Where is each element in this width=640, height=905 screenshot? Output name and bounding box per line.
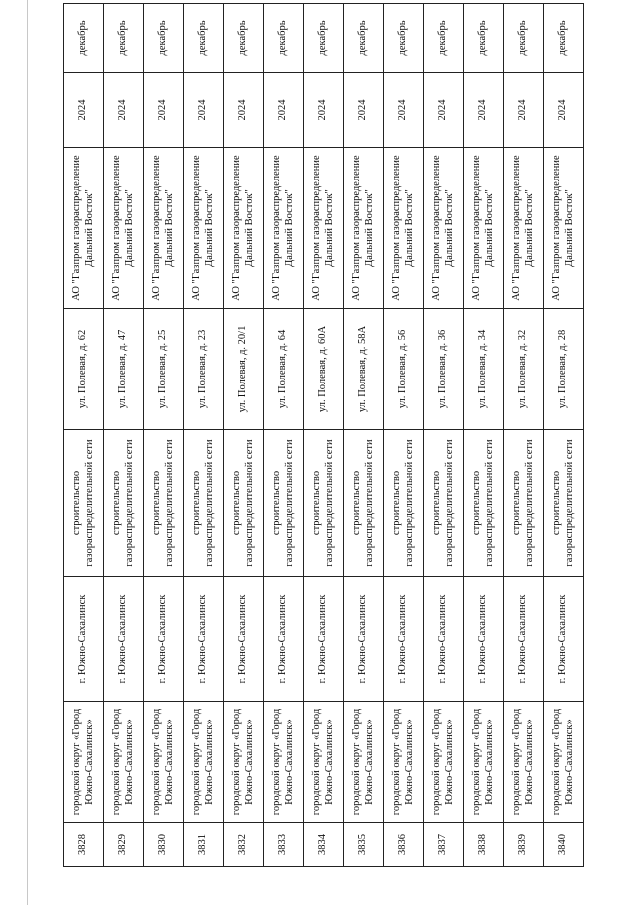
organization-cell: АО "Газпром газораспределение Дальний Восток": [144, 148, 184, 309]
year-cell: 2024: [264, 73, 304, 148]
address-cell: ул. Полевая, д. 64: [264, 309, 304, 430]
work-type-cell: строительство газораспределительной сети: [544, 430, 584, 577]
year-cell: 2024: [64, 73, 104, 148]
table-body: [64, 4, 584, 867]
work-type-cell: строительство газораспределительной сети: [304, 430, 344, 577]
city-cell: г. Южно-Сахалинск: [504, 577, 544, 702]
work-type-cell: строительство газораспределительной сети: [264, 430, 304, 577]
year-cell: 2024: [544, 73, 584, 148]
address-cell: ул. Полевая, д. 58А: [344, 309, 384, 430]
municipality-cell: городской округ «Город Южно-Сахалинск»: [224, 702, 264, 823]
address-cell: ул. Полевая, д. 20/1: [224, 309, 264, 430]
gas-network-table: [63, 3, 584, 867]
rotated-table-wrapper: [63, 20, 575, 867]
address-cell: ул. Полевая, д. 28: [544, 309, 584, 430]
year-cell: 2024: [304, 73, 344, 148]
month-cell: декабрь: [224, 4, 264, 73]
month-cell: декабрь: [504, 4, 544, 73]
year-cell: 2024: [424, 73, 464, 148]
organization-cell: АО "Газпром газораспределение Дальний Восток": [104, 148, 144, 309]
month-cell: декабрь: [424, 4, 464, 73]
work-type-cell: строительство газораспределительной сети: [424, 430, 464, 577]
municipality-cell: городской округ «Город Южно-Сахалинск»: [264, 702, 304, 823]
city-cell: г. Южно-Сахалинск: [184, 577, 224, 702]
city-cell: г. Южно-Сахалинск: [224, 577, 264, 702]
address-cell: ул. Полевая, д. 56: [384, 309, 424, 430]
table-row: [144, 4, 184, 867]
month-cell: декабрь: [304, 4, 344, 73]
work-type-cell: строительство газораспределительной сети: [184, 430, 224, 577]
month-cell: декабрь: [264, 4, 304, 73]
address-cell: ул. Полевая, д. 62: [64, 309, 104, 430]
row-number: 3840: [544, 823, 584, 867]
year-cell: 2024: [464, 73, 504, 148]
year-cell: 2024: [144, 73, 184, 148]
address-cell: ул. Полевая, д. 25: [144, 309, 184, 430]
table-row: [184, 4, 224, 867]
organization-cell: АО "Газпром газораспределение Дальний Восток": [384, 148, 424, 309]
year-cell: 2024: [184, 73, 224, 148]
city-cell: г. Южно-Сахалинск: [144, 577, 184, 702]
organization-cell: АО "Газпром газораспределение Дальний Восток": [304, 148, 344, 309]
scan-edge-line: [27, 0, 28, 905]
city-cell: г. Южно-Сахалинск: [64, 577, 104, 702]
municipality-cell: городской округ «Город Южно-Сахалинск»: [544, 702, 584, 823]
municipality-cell: городской округ «Город Южно-Сахалинск»: [104, 702, 144, 823]
month-cell: декабрь: [344, 4, 384, 73]
organization-cell: АО "Газпром газораспределение Дальний Восток": [184, 148, 224, 309]
municipality-cell: городской округ «Город Южно-Сахалинск»: [504, 702, 544, 823]
organization-cell: АО "Газпром газораспределение Дальний Восток": [224, 148, 264, 309]
month-cell: декабрь: [64, 4, 104, 73]
year-cell: 2024: [224, 73, 264, 148]
row-number: 3829: [104, 823, 144, 867]
month-cell: декабрь: [384, 4, 424, 73]
organization-cell: АО "Газпром газораспределение Дальний Восток": [424, 148, 464, 309]
table-row: [304, 4, 344, 867]
municipality-cell: городской округ «Город Южно-Сахалинск»: [304, 702, 344, 823]
month-cell: декабрь: [184, 4, 224, 73]
table-row: [504, 4, 544, 867]
organization-cell: АО "Газпром газораспределение Дальний Восток": [344, 148, 384, 309]
address-cell: ул. Полевая, д. 32: [504, 309, 544, 430]
row-number: 3837: [424, 823, 464, 867]
municipality-cell: городской округ «Город Южно-Сахалинск»: [144, 702, 184, 823]
city-cell: г. Южно-Сахалинск: [544, 577, 584, 702]
city-cell: г. Южно-Сахалинск: [464, 577, 504, 702]
row-number: 3836: [384, 823, 424, 867]
city-cell: г. Южно-Сахалинск: [304, 577, 344, 702]
row-number: 3835: [344, 823, 384, 867]
city-cell: г. Южно-Сахалинск: [344, 577, 384, 702]
organization-cell: АО "Газпром газораспределение Дальний Восток": [64, 148, 104, 309]
table-row: [264, 4, 304, 867]
work-type-cell: строительство газораспределительной сети: [504, 430, 544, 577]
work-type-cell: строительство газораспределительной сети: [224, 430, 264, 577]
year-cell: 2024: [344, 73, 384, 148]
organization-cell: АО "Газпром газораспределение Дальний Восток": [264, 148, 304, 309]
table-row: [104, 4, 144, 867]
table-row: [224, 4, 264, 867]
table-row: [464, 4, 504, 867]
municipality-cell: городской округ «Город Южно-Сахалинск»: [384, 702, 424, 823]
city-cell: г. Южно-Сахалинск: [424, 577, 464, 702]
address-cell: ул. Полевая, д. 36: [424, 309, 464, 430]
address-cell: ул. Полевая, д. 60А: [304, 309, 344, 430]
row-number: 3832: [224, 823, 264, 867]
municipality-cell: городской округ «Город Южно-Сахалинск»: [344, 702, 384, 823]
row-number: 3834: [304, 823, 344, 867]
municipality-cell: городской округ «Город Южно-Сахалинск»: [64, 702, 104, 823]
work-type-cell: строительство газораспределительной сети: [344, 430, 384, 577]
row-number: 3831: [184, 823, 224, 867]
work-type-cell: строительство газораспределительной сети: [144, 430, 184, 577]
address-cell: ул. Полевая, д. 34: [464, 309, 504, 430]
month-cell: декабрь: [144, 4, 184, 73]
city-cell: г. Южно-Сахалинск: [104, 577, 144, 702]
row-number: 3833: [264, 823, 304, 867]
city-cell: г. Южно-Сахалинск: [384, 577, 424, 702]
work-type-cell: строительство газораспределительной сети: [464, 430, 504, 577]
organization-cell: АО "Газпром газораспределение Дальний Восток": [464, 148, 504, 309]
month-cell: декабрь: [544, 4, 584, 73]
year-cell: 2024: [104, 73, 144, 148]
row-number: 3839: [504, 823, 544, 867]
year-cell: 2024: [384, 73, 424, 148]
row-number: 3828: [64, 823, 104, 867]
address-cell: ул. Полевая, д. 47: [104, 309, 144, 430]
table-row: [424, 4, 464, 867]
row-number: 3830: [144, 823, 184, 867]
work-type-cell: строительство газораспределительной сети: [384, 430, 424, 577]
work-type-cell: строительство газораспределительной сети: [104, 430, 144, 577]
year-cell: 2024: [504, 73, 544, 148]
municipality-cell: городской округ «Город Южно-Сахалинск»: [424, 702, 464, 823]
month-cell: декабрь: [464, 4, 504, 73]
month-cell: декабрь: [104, 4, 144, 73]
work-type-cell: строительство газораспределительной сети: [64, 430, 104, 577]
organization-cell: АО "Газпром газораспределение Дальний Восток": [544, 148, 584, 309]
table-row: [544, 4, 584, 867]
city-cell: г. Южно-Сахалинск: [264, 577, 304, 702]
address-cell: ул. Полевая, д. 23: [184, 309, 224, 430]
row-number: 3838: [464, 823, 504, 867]
municipality-cell: городской округ «Город Южно-Сахалинск»: [464, 702, 504, 823]
table-row: [64, 4, 104, 867]
table-row: [384, 4, 424, 867]
organization-cell: АО "Газпром газораспределение Дальний Восток": [504, 148, 544, 309]
table-row: [344, 4, 384, 867]
municipality-cell: городской округ «Город Южно-Сахалинск»: [184, 702, 224, 823]
